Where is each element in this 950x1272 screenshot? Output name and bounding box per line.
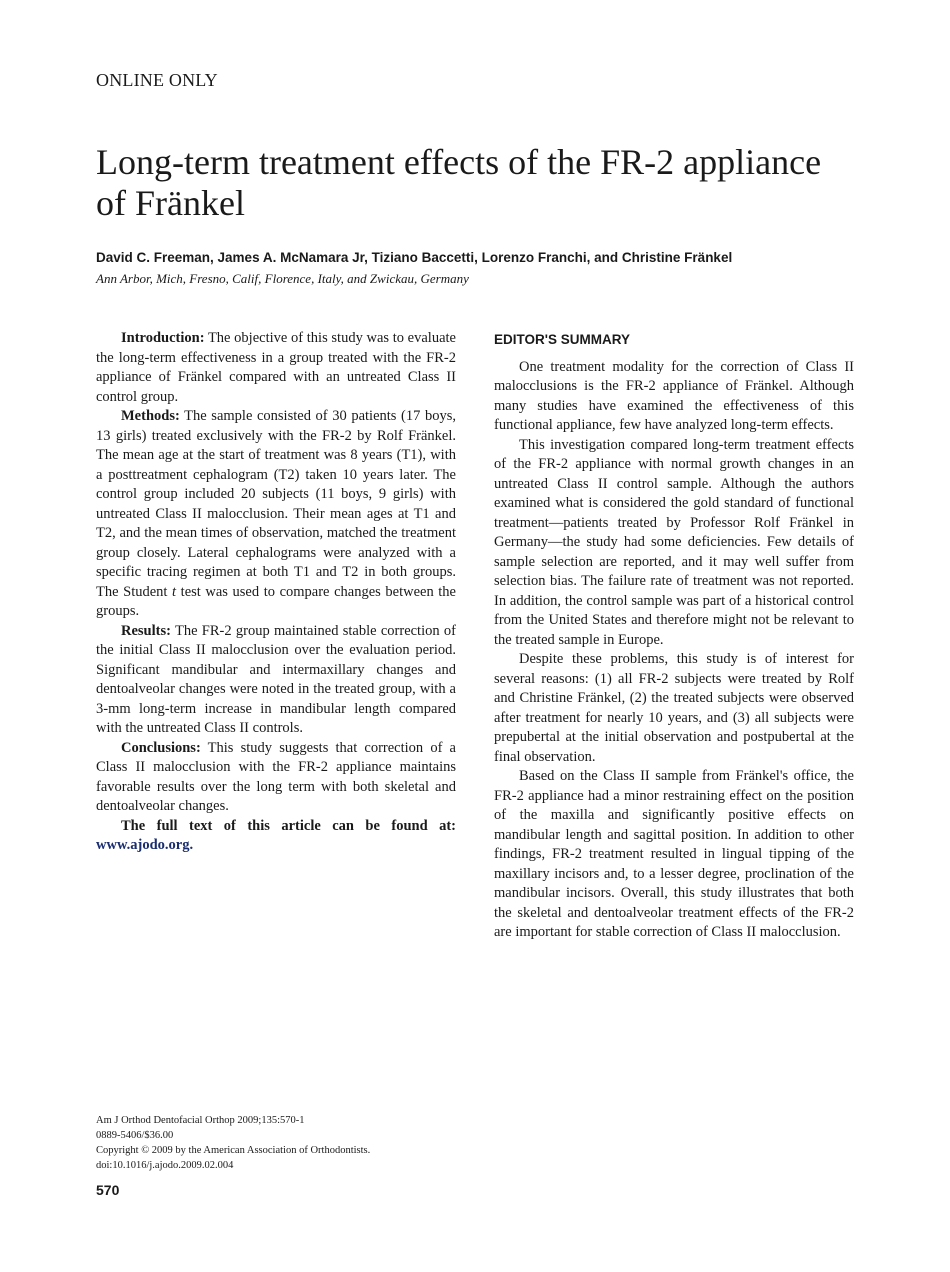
methods-text-1: The sample consisted of 30 patients (17 boys, 13 girls) treated exclusively with the FR-2 by Rolf Fränkel. The mean age at the start of treatment was 8 years (T1), with a posttreatment cephalogram (T2) taken 10 years later. The control group included 20 subjects (11 boys, 9 girls) with untreated Class II malocclusion. Their mean ages at T1 and T2, and the mean times of observation, matched the treatment group closely. Lateral cephalograms were analyzed with a specific tracing regimen at both T1 and T2 in both groups. The Student [96,408,456,600]
doi: doi:10.1016/j.ajodo.2009.02.004 [96,1160,234,1171]
author-list: David C. Freeman, James A. McNamara Jr, Tiziano Baccetti, Lorenzo Franchi, and Christine Fränkel [96,250,733,265]
introduction-label: Introduction: [121,330,205,346]
abstract-results [96,622,456,739]
editors-summary-heading: EDITOR'S SUMMARY [494,332,630,347]
summary-paragraph: This investigation compared long-term treatment effects of the FR-2 appliance with normal growth changes in an untreated Class II control sample. Although the authors examined what is considered the gold standard of functional treatment—patients treated by Professor Rolf Fränkel in Germany—the study had some deficiencies. Few details of sample selection are reported, and it may well suffer from selection bias. The failure rate of treatment was not reported. In addition, the control sample was part of a historical control from the United States and therefore might not be relevant to the treated sample in Europe. [494,436,854,648]
abstract-conclusions [96,739,456,817]
abstract [96,329,456,856]
fulltext-label: The full text of this article can be found at: [121,817,456,834]
citation: Am J Orthod Dentofacial Orthop 2009;135:570-1 [96,1115,305,1126]
results-label: Results: [121,622,171,639]
abstract-introduction [96,329,456,407]
methods-label: Methods: [121,408,180,424]
methods-t-symbol: t [172,583,177,600]
results-text: The FR-2 group maintained stable correction of the initial Class II malocclusion over the evaluation period. Significant mandibular and intermaxillary changes and dentoalveolar changes were noted in the treated group, with a 3-mm long-term increase in mandibular length compared with the untreated Class II controls. [96,622,456,736]
copyright: Copyright © 2009 by the American Association of Orthodontists. [96,1145,371,1156]
section-tag: ONLINE ONLY [96,70,218,90]
summary-paragraph: Despite these problems, this study is of interest for several reasons: (1) all FR-2 subjects were treated by Rolf and Christine Fränkel, (2) the treated subjects were observed after treatment for nearly 10 years, and (3) all subjects were prepubertal at the initial observation and postpubertal at the final observation. [494,651,854,765]
footer-citation-block [96,1113,370,1173]
article-title: Long-term treatment effects of the FR-2 appliance of Fränkel [96,142,822,223]
issn: 0889-5406/$36.00 [96,1130,174,1141]
methods-text-2: test was used to compare changes between the groups. [96,583,456,619]
affiliations: Ann Arbor, Mich, Fresno, Calif, Florence, Italy, and Zwickau, Germany [96,271,469,286]
abstract-fulltext [96,817,456,856]
conclusions-label: Conclusions: [121,739,201,756]
summary-paragraph: One treatment modality for the correction of Class II malocclusions is the FR-2 appliance of Fränkel. Although many studies have examined the effectiveness of this functional appliance, few have analyzed long-term effects. [494,358,854,433]
fulltext-period: . [189,837,194,853]
editors-summary [494,330,854,943]
abstract-methods [96,407,456,622]
page-number: 570 [96,1182,120,1198]
introduction-text: The objective of this study was to evaluate the long-term effectiveness in a group treated with the FR-2 appliance of Fränkel compared with an untreated Class II control group. [96,330,456,405]
ajodo-link[interactable]: www.ajodo.org [96,837,190,853]
summary-paragraph: Based on the Class II sample from Fränkel's office, the FR-2 appliance had a minor restraining effect on the position of the maxilla and significantly positive effects on mandibular length and sagittal position. In addition to other findings, FR-2 treatment resulted in lingual tipping of the maxillary incisors and, to a lesser degree, proclination of the mandibular incisors. Overall, this study illustrates that both the skeletal and dentoalveolar treatment effects of the FR-2 are important for stable correction of Class II malocclusion. [494,768,854,940]
conclusions-text: This study suggests that correction of a Class II malocclusion with the FR-2 appliance maintains favorable results over the long term with both skeletal and dentoalveolar changes. [96,739,456,814]
